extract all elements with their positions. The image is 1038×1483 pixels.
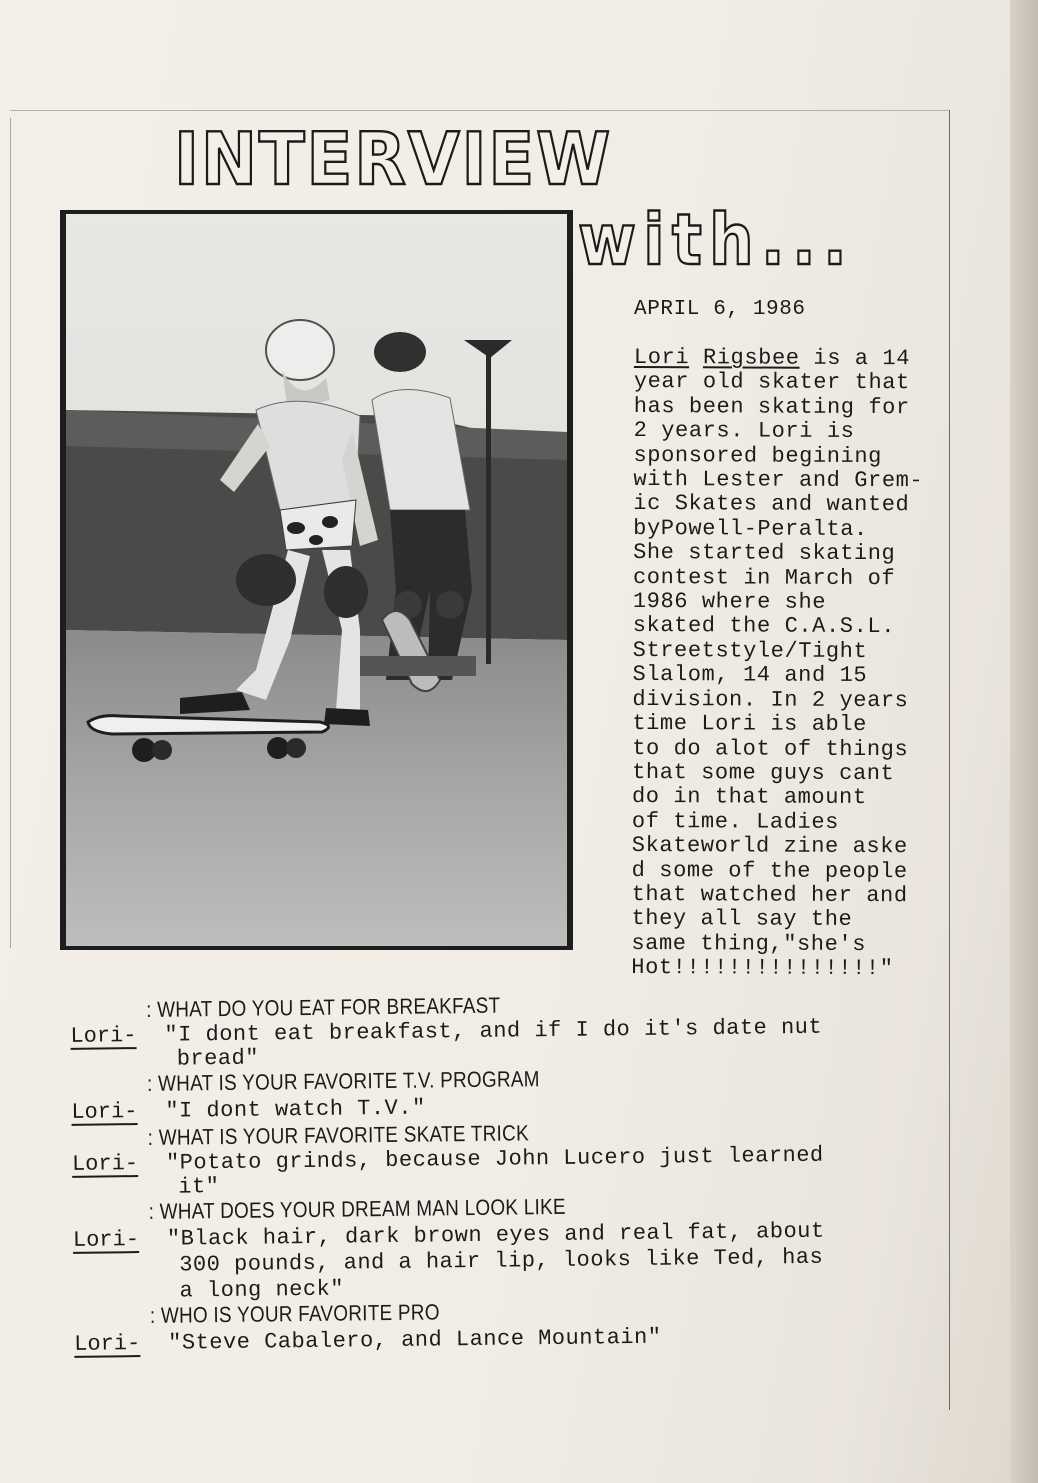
interview-question: : WHAT IS YOUR FAVORITE T.V. PROGRAM (146, 1066, 540, 1096)
speaker-label: Lori- (72, 1227, 140, 1253)
interview-date: APRIL 6, 1986 (634, 298, 806, 321)
speaker-label: Lori- (70, 1023, 137, 1049)
bio-line: Hot!!!!!!!!!!!!!!!" (631, 955, 894, 982)
bio-line: contest in March of (632, 564, 896, 591)
interview-question: : WHAT IS YOUR FAVORITE SKATE TRICK (147, 1120, 530, 1150)
bio-line: She started skating (633, 540, 896, 567)
bio-line: Streetstyle/Tight (632, 637, 868, 664)
page-edge-shadow (1010, 0, 1038, 1483)
bio-line: 1986 where she (632, 589, 827, 615)
bio-line: ic Skates and wanted (633, 491, 910, 518)
skater-photo (60, 210, 573, 950)
speaker-label: Lori- (71, 1099, 138, 1125)
interview-answer: "I dont watch T.V." (165, 1095, 426, 1124)
interview-answer-continued: bread" (176, 1045, 260, 1072)
interview-answer: "Black hair, dark brown eyes and real fat, about (166, 1218, 825, 1252)
interview-answer: "I dont eat breakfast, and if I do it's date nut (164, 1014, 823, 1048)
bio-line: they all say the (631, 906, 853, 933)
bio-line: with Lester and Grem- (633, 467, 924, 494)
bio-line: same thing,"she's (631, 930, 867, 957)
interview-question: : WHAT DOES YOUR DREAM MAN LOOK LIKE (148, 1193, 566, 1224)
interview-question: : WHO IS YOUR FAVORITE PRO (149, 1299, 440, 1328)
bio-line: year old skater that (633, 369, 910, 396)
interview-answer: "Steve Cabalero, and Lance Mountain" (168, 1324, 662, 1356)
speaker-label: Lori- (74, 1331, 141, 1357)
bio-line: Skateworld zine aske (631, 833, 908, 860)
bio-paragraph (631, 346, 954, 982)
bio-line: to do alot of things (632, 735, 909, 762)
bio-line: do in that amount (631, 784, 867, 811)
interview-answer-continued: a long neck" (179, 1276, 345, 1304)
bio-line: that some guys cant (632, 759, 895, 787)
bio-line: that watched her and (631, 881, 908, 909)
interview-title (170, 118, 620, 198)
bio-line: has been skating for (633, 393, 910, 421)
interview-question: : WHAT DO YOU EAT FOR BREAKFAST (145, 992, 501, 1022)
frame-top-line (10, 110, 950, 111)
bio-line: byPowell-Peralta. (633, 515, 868, 542)
interview-answer: "Potato grinds, because John Lucero just learned (165, 1142, 824, 1176)
interview-answer-continued: it" (178, 1174, 220, 1200)
bio-name-first: Lori (633, 345, 690, 371)
bio-line: sponsored begining (633, 442, 883, 469)
with-title (576, 200, 866, 280)
interview-answer-continued: 300 pounds, and a hair lip, looks like Ted, has (179, 1244, 824, 1278)
bio-line: of time. Ladies (631, 808, 840, 835)
bio-line: division. In 2 years (632, 686, 909, 713)
interview-qa (60, 987, 964, 1356)
bio-line: d some of the people (631, 857, 908, 884)
bio-line: is a 14 (813, 345, 911, 372)
svg-text:with...: with... (578, 200, 854, 280)
bio-line: time Lori is able (632, 711, 868, 738)
bio-line: Slalom, 14 and 15 (632, 662, 868, 689)
svg-text:INTERVIEW: INTERVIEW (174, 118, 612, 198)
frame-left-line (10, 118, 11, 948)
bio-name-last: Rigsbee (702, 345, 800, 371)
bio-line: 2 years. Lori is (633, 418, 855, 445)
speaker-label: Lori- (71, 1151, 139, 1177)
bio-line: skated the C.A.S.L. (632, 613, 896, 640)
